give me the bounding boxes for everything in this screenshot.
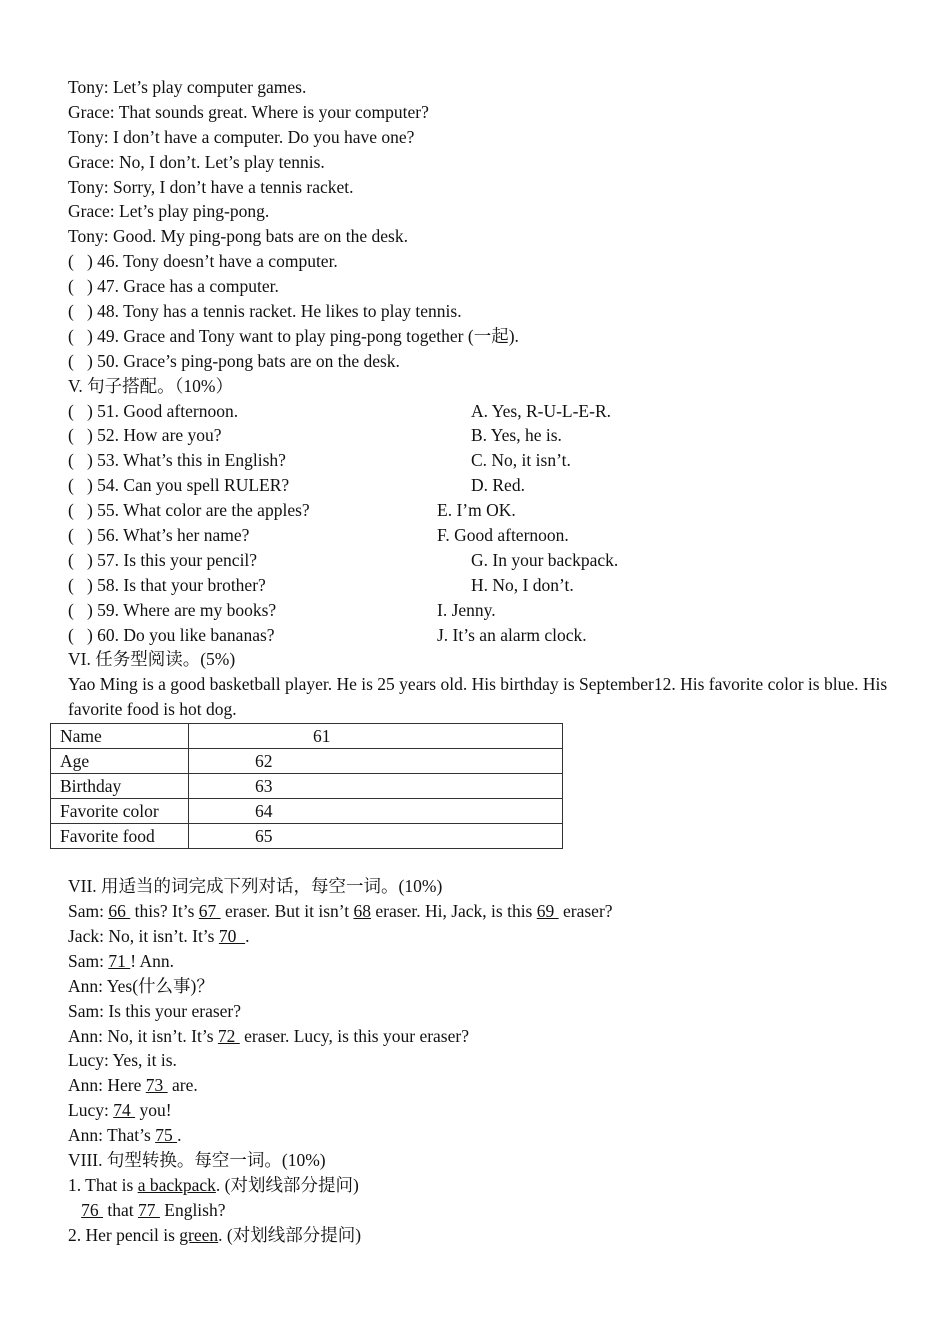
blank-73: 73 [145, 1075, 168, 1096]
text: ! Ann. [130, 950, 174, 971]
text: Sam: [68, 950, 109, 971]
blank-74: 74 [113, 1100, 136, 1121]
blank-66: 66 [108, 901, 131, 922]
table-blank: 64 [189, 799, 563, 824]
match-row [68, 399, 888, 424]
match-question: ( ) 54. Can you spell RULER? [68, 475, 290, 496]
match-answer: E. I’m OK. [437, 500, 516, 521]
text: this? It’s [130, 901, 199, 922]
match-row [68, 573, 888, 598]
dialogue-line: Tony: I don’t have a computer. Do you have one? [68, 126, 415, 147]
table-key: Favorite color [51, 799, 189, 824]
blank-68: 68 [353, 901, 372, 922]
dialogue-line: Tony: Good. My ping-pong bats are on the desk. [68, 226, 408, 247]
dialogue-line: Tony: Sorry, I don’t have a tennis racket. [68, 176, 354, 197]
match-question: ( ) 60. Do you like bananas? [68, 624, 275, 645]
tf-question-46: ( ) 46. Tony doesn’t have a computer. [68, 251, 338, 272]
blank-67: 67 [198, 901, 221, 922]
match-question: ( ) 58. Is that your brother? [68, 574, 266, 595]
match-answer: D. Red. [471, 475, 525, 496]
text: English? [159, 1199, 226, 1220]
tf-question-47: ( ) 47. Grace has a computer. [68, 276, 279, 297]
text: Lucy: [68, 1100, 114, 1121]
reading-dialogue [68, 75, 888, 249]
text: eraser. Hi, Jack, is this [371, 901, 537, 922]
match-answer: I. Jenny. [437, 599, 496, 620]
table-blank: 65 [189, 824, 563, 849]
section-title: V. 句子搭配。（10%） [68, 375, 233, 396]
table-blank: 63 [189, 774, 563, 799]
text: 2. Her pencil is [68, 1224, 180, 1245]
text: Ann: That’s [68, 1125, 156, 1146]
tf-question-50: ( ) 50. Grace’s ping-pong bats are on the desk. [68, 350, 400, 371]
tf-question-49: ( ) 49. Grace and Tony want to play ping-pong together (一起). [68, 325, 519, 346]
text: Sam: [68, 901, 109, 922]
section-8-transformation [68, 1148, 888, 1248]
text: eraser? [558, 901, 613, 922]
table-key: Birthday [51, 774, 189, 799]
dialogue-line: Ann: Yes(什么事)？ [68, 975, 214, 996]
match-question: ( ) 55. What color are the apples? [68, 500, 310, 521]
blank-72: 72 [217, 1025, 240, 1046]
table-key: Name [51, 724, 189, 749]
match-answer: H. No, I don’t. [471, 574, 574, 595]
table-row [51, 749, 563, 774]
match-row [68, 423, 888, 448]
dialogue-line: Grace: No, I don’t. Let’s play tennis. [68, 151, 325, 172]
match-question: ( ) 53. What’s this in English? [68, 450, 286, 471]
text: eraser. Lucy, is this your eraser? [239, 1025, 469, 1046]
text: 1. That is [68, 1174, 138, 1195]
match-answer: G. In your backpack. [471, 549, 619, 570]
table-row [51, 824, 563, 849]
exam-page [60, 75, 888, 1248]
match-question: ( ) 57. Is this your pencil? [68, 549, 258, 570]
info-table [50, 723, 563, 849]
reading-passage: Yao Ming is a good basketball player. He is 25 years old. His birthday is September12. His favorite color is blue. His favorite food is hot dog. [68, 674, 888, 720]
text: eraser. But it isn’t [220, 901, 354, 922]
text: . (对划线部分提问) [215, 1174, 359, 1195]
blank-77: 77 [138, 1199, 160, 1220]
match-question: ( ) 51. Good afternoon. [68, 400, 239, 421]
dialogue-line [68, 924, 888, 949]
blank-70: 70 [218, 925, 246, 946]
match-row [68, 548, 888, 573]
underlined-phrase: a backpack [137, 1174, 216, 1195]
text: . [245, 925, 250, 946]
text: you! [135, 1100, 172, 1121]
match-row [68, 473, 888, 498]
underlined-phrase: green [179, 1224, 219, 1245]
match-row [68, 498, 888, 523]
match-answer: A. Yes, R-U-L-E-R. [471, 400, 611, 421]
match-row [68, 448, 888, 473]
true-false-questions [68, 249, 888, 373]
match-answer: B. Yes, he is. [471, 425, 562, 446]
table-key: Favorite food [51, 824, 189, 849]
text: that [103, 1199, 138, 1220]
match-row [68, 623, 888, 648]
table-blank: 62 [189, 749, 563, 774]
table-row [51, 774, 563, 799]
match-question: ( ) 56. What’s her name? [68, 525, 250, 546]
match-question: ( ) 52. How are you? [68, 425, 222, 446]
table-row [51, 724, 563, 749]
text: . (对划线部分提问) [218, 1224, 362, 1245]
dialogue-line [68, 1024, 888, 1049]
blank-75: 75 [155, 1125, 178, 1146]
tf-question-48: ( ) 48. Tony has a tennis racket. He likes to play tennis. [68, 301, 462, 322]
table-key: Age [51, 749, 189, 774]
match-question: ( ) 59. Where are my books? [68, 599, 277, 620]
section-title: VIII. 句型转换。每空一词。(10%) [68, 1149, 326, 1170]
dialogue-line [68, 1098, 888, 1123]
dialogue-line [68, 949, 888, 974]
section-5-matching [68, 374, 888, 648]
text: . [177, 1125, 182, 1146]
transform-answer-1 [68, 1198, 888, 1223]
section-6-task-reading [60, 647, 888, 849]
match-answer: J. It’s an alarm clock. [437, 624, 587, 645]
dialogue-line: Grace: Let’s play ping-pong. [68, 201, 270, 222]
match-answer: C. No, it isn’t. [471, 450, 571, 471]
text: are. [167, 1075, 198, 1096]
table-row [51, 799, 563, 824]
section-title: VI. 任务型阅读。(5%) [68, 649, 236, 670]
transform-question-1 [68, 1173, 888, 1198]
blank-71: 71 [108, 950, 131, 971]
dialogue-line [68, 1073, 888, 1098]
dialogue-line: Tony: Let’s play computer games. [68, 77, 307, 97]
text: Ann: Here [68, 1075, 146, 1096]
dialogue-line [68, 1123, 888, 1148]
section-title: VII. 用适当的词完成下列对话，每空一词。(10%) [68, 876, 443, 897]
dialogue-line: Grace: That sounds great. Where is your computer? [68, 101, 429, 122]
blank-69: 69 [536, 901, 559, 922]
transform-question-2 [68, 1223, 888, 1248]
text [68, 1200, 81, 1220]
dialogue-line: Sam: Is this your eraser? [68, 1000, 242, 1021]
text: Ann: No, it isn’t. It’s [68, 1025, 218, 1046]
match-row [68, 598, 888, 623]
match-answer: F. Good afternoon. [437, 525, 569, 546]
blank-76: 76 [81, 1199, 103, 1220]
dialogue-line: Lucy: Yes, it is. [68, 1050, 177, 1071]
match-row [68, 523, 888, 548]
section-7-fill-dialogue [68, 874, 888, 1148]
dialogue-line [68, 899, 888, 924]
table-blank: 61 [189, 724, 563, 749]
text: Jack: No, it isn’t. It’s [68, 925, 219, 946]
